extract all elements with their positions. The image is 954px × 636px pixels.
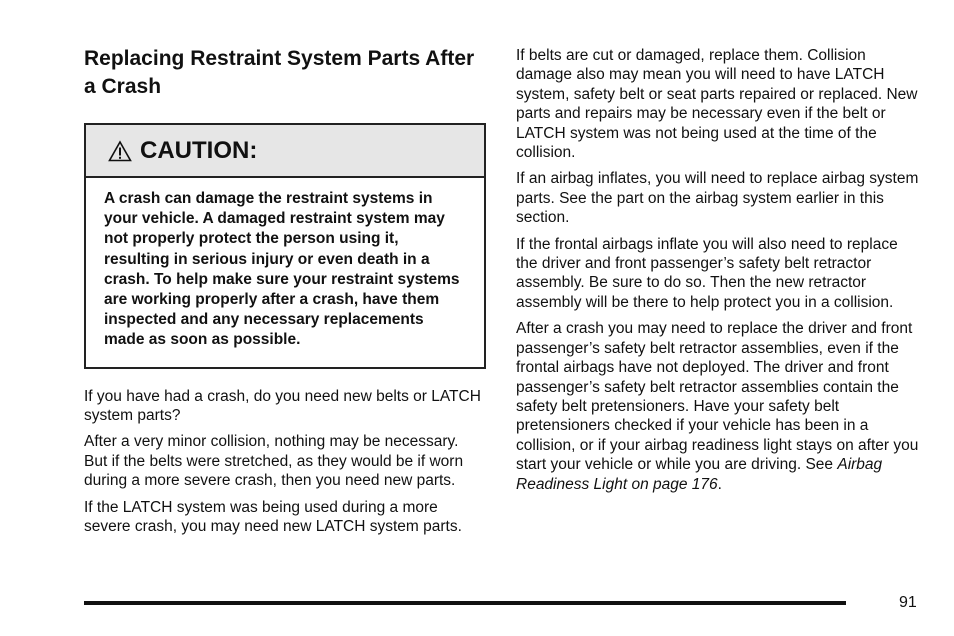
left-paragraph: If you have had a crash, do you need new belts or LATCH system parts? — [84, 387, 481, 425]
paragraph-suffix: . — [717, 475, 722, 493]
footer-rule — [84, 601, 846, 605]
paragraph-text: After a crash you may need to replace the driver and front passenger’s safety belt retractor assemblies, even if the frontal airbags have not deployed. The driver and front passenger’s safety belt retractor assemblies contain the safety belt pretensioners. Have your safety belt pretensioners checked if your vehicle has been in a collision, or if your airbag readiness light stays on after you start your vehicle or while you are driving. See — [516, 320, 919, 474]
caution-header — [86, 125, 484, 178]
page-number: 91 — [899, 594, 917, 611]
left-paragraph: If the LATCH system was being used during a more severe crash, you may need new LATCH system parts. — [84, 498, 462, 536]
caution-text: A crash can damage the restraint systems in your vehicle. A damaged restraint system may not properly protect the person using it, resulting in serious injury or even death in a crash. To help make sure your restraint systems are working properly after a crash, have them inspected and any necessary replacements made as soon as possible. — [104, 190, 460, 349]
cross-reference-link[interactable]: Airbag Readiness Light on page 176 — [516, 456, 883, 493]
right-paragraph: If an airbag inflates, you will need to replace airbag system parts. See the part on the airbag system earlier in this section. — [516, 170, 919, 227]
left-column — [84, 45, 486, 543]
right-paragraph: If the frontal airbags inflate you will also need to replace the driver and front passenger’s safety belt retractor assembly. Be sure to do so. Then the new retractor assembly will be there to help protect you in a collision. — [516, 235, 898, 311]
left-paragraph: After a very minor collision, nothing may be necessary. But if the belts were stretched, as they would be if worn during a more severe crash, then you need new parts. — [84, 433, 464, 490]
warning-triangle-icon — [108, 140, 132, 162]
section-heading: Replacing Restraint System Parts After a Crash — [84, 47, 475, 98]
caution-box — [84, 123, 486, 369]
right-paragraph: If belts are cut or damaged, replace them. Collision damage also may mean you will need to have LATCH system, safety belt or seat parts repaired or replaced. New parts and repairs may be necessary even if the belt or LATCH system was not being used at the time of the collision. — [516, 47, 918, 162]
right-paragraph — [516, 319, 920, 494]
caution-title: CAUTION: — [140, 136, 258, 164]
right-column — [516, 46, 920, 501]
